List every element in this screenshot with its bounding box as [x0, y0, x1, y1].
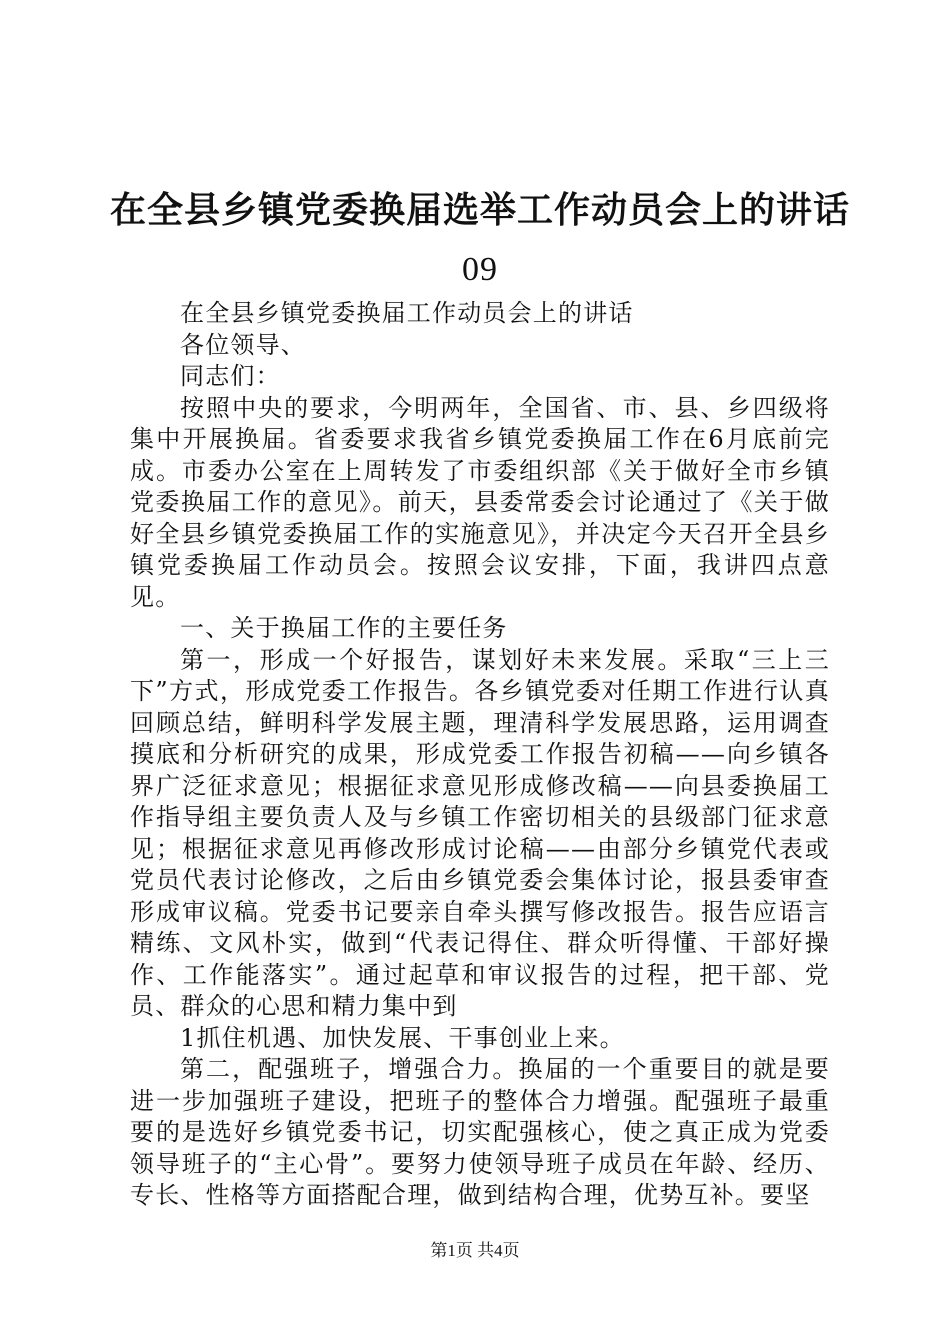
document-body: [130, 298, 830, 1212]
intro-paragraph: 按照中央的要求，今明两年，全国省、市、县、乡四级将集中开展换届。省委要求我省乡镇党委换届工作在6月底前完成。市委办公室在上周转发了市委组织部《关于做好全市乡镇党委换届工作的意见》。前天，县委常委会讨论通过了《关于做好全县乡镇党委换届工作的实施意见》，并决定今天召开全县乡镇党委换届工作动员会。按照会议安排，下面，我讲四点意见。: [130, 393, 830, 611]
salutation-line-1: 各位领导、: [180, 330, 306, 359]
salutation-line-2: 同志们：: [180, 362, 281, 390]
body-paragraph: 第一，形成一个好报告，谋划好未来发展。采取“三上三下”方式，形成党委工作报告。各乡镇党委对任期工作进行认真回顾总结，鲜明科学发展主题，理清科学发展思路，运用调查摸底和分析研究的成果，形成党委工作报告初稿——向乡镇各界广泛征求意见；根据征求意见形成修改稿——向县委换届工作指导组主要负责人及与乡镇工作密切相关的县级部门征求意见；根据征求意见再修改形成讨论稿——由部分乡镇党代表或党员代表讨论修改，之后由乡镇党委会集体讨论，报县委审查形成审议稿。党委书记要亲自牵头撰写修改报告。报告应语言精练、文风朴实，做到“代表记得住、群众听得懂、干部好操作、工作能落实”。通过起草和审议报告的过程，把干部、党员、群众的心思和精力集中到: [130, 645, 830, 1020]
document-title-suffix: 09: [462, 251, 498, 288]
document-title: 在全县乡镇党委换届选举工作动员会上的讲话: [109, 189, 850, 231]
page-number: 第1页 共4页: [430, 1241, 520, 1260]
subtitle-paragraph: 在全县乡镇党委换届工作动员会上的讲话: [180, 299, 634, 327]
section-heading: 一、关于换届工作的主要任务: [180, 614, 508, 642]
body-paragraph: 1抓住机遇、加快发展、干事创业上来。: [180, 1023, 625, 1052]
body-paragraph: 第二，配强班子，增强合力。换届的一个重要目的就是要进一步加强班子建设，把班子的整体合力增强。配强班子最重要的是选好乡镇党委书记，切实配强核心，使之真正成为党委领导班子的“主心骨”。要努力使领导班子成员在年龄、经历、专长、性格等方面搭配合理，做到结构合理，优势互补。要坚: [130, 1055, 830, 1209]
